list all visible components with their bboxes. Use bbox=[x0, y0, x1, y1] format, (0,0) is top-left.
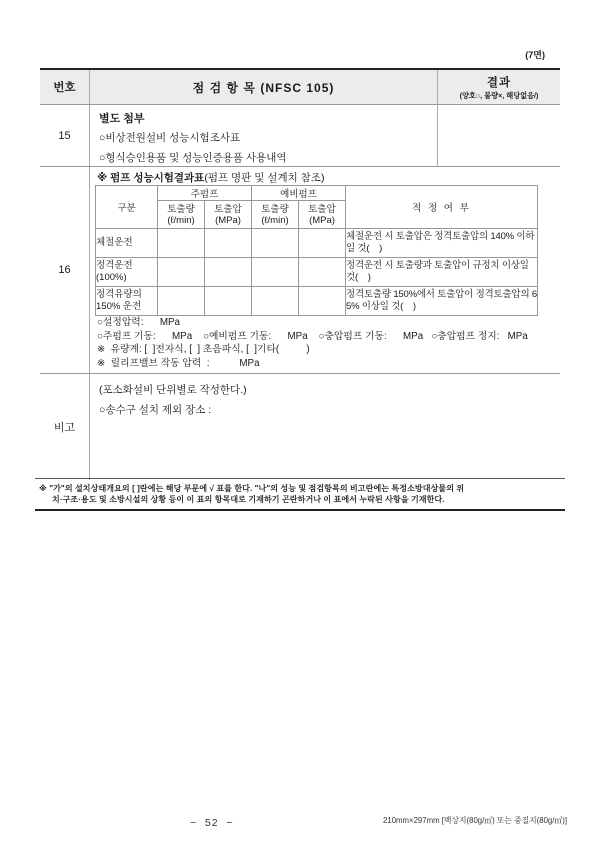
table-header-row bbox=[40, 70, 560, 105]
pump-value-cell bbox=[299, 229, 346, 258]
pump-notes bbox=[97, 316, 528, 370]
pump-col-press-reserve: 토출압 (MPa) bbox=[299, 201, 346, 229]
pump-data-row-rated bbox=[96, 258, 538, 287]
pump-value-cell bbox=[205, 229, 252, 258]
note-set-pressure: ○설정압력: MPa bbox=[97, 317, 180, 328]
pump-value-cell bbox=[205, 287, 252, 316]
pump-col-adequacy: 적 정 여 부 bbox=[346, 186, 538, 229]
header-result bbox=[437, 70, 560, 104]
pump-data-row-150 bbox=[96, 287, 538, 316]
header-result-legend: (양호○, 불량×, 해당없음/) bbox=[459, 90, 539, 100]
remarks-label: 비고 bbox=[40, 374, 90, 480]
pump-value-cell bbox=[158, 229, 205, 258]
pump-value-cell bbox=[158, 287, 205, 316]
note-relief-valve: ※ 릴리프밸브 작동 압력 : MPa bbox=[97, 357, 260, 369]
pump-col-flow-reserve: 토출량 (ℓ/min) bbox=[252, 201, 299, 229]
pump-col-group: 구분 bbox=[96, 186, 158, 229]
pump-value-cell bbox=[299, 258, 346, 287]
remarks-line: (포소화설비 단위별로 작성한다.) bbox=[99, 384, 247, 396]
table-row-remarks bbox=[40, 374, 560, 480]
footnote-line-1: ※ "가"의 설치상태개요의 [ ]란에는 해당 부문에 √ 표를 한다. "나"의 성능 및 점검항목의 비고란에는 특정소방대상물의 위 bbox=[39, 484, 465, 493]
remarks-content bbox=[90, 374, 560, 480]
footnote-block bbox=[35, 478, 565, 511]
pump-col-flow-main: 토출량 (ℓ/min) bbox=[158, 201, 205, 229]
pump-adequacy-text: 체절운전 시 토출압은 정격토출압의 140% 이하일 것( ) bbox=[346, 229, 538, 258]
corner-page-label: (7면) bbox=[525, 50, 545, 60]
row15-line: ○형식승인용품 및 성능인증용품 사용내역 bbox=[99, 152, 287, 164]
remarks-line: ○송수구 설치 제외 장소 : bbox=[99, 404, 212, 416]
pump-value-cell bbox=[252, 287, 299, 316]
row15-title: 별도 첨부 bbox=[99, 113, 145, 125]
pump-row-label: 정격운전 (100%) bbox=[96, 258, 158, 287]
pump-row-label: 정격유량의 150% 운전 bbox=[96, 287, 158, 316]
pump-table-title-main: ※ 펌프 성능시험결과표 bbox=[97, 172, 205, 184]
paper-spec: 210mm×297mm [백상지(80g/㎡) 또는 중질지(80g/㎡)] bbox=[383, 816, 567, 825]
page-number: − 52 − bbox=[190, 817, 234, 829]
pump-col-press-main: 토출압 (MPa) bbox=[205, 201, 252, 229]
row15-result-cell bbox=[437, 105, 560, 166]
header-items: 점 검 항 목 (NFSC 105) bbox=[192, 80, 335, 95]
row16-number: 16 bbox=[40, 167, 90, 373]
pump-table-title-suffix: (펌프 명판 및 설계치 참조) bbox=[204, 172, 325, 184]
row15-line: ○비상전원설비 성능시험조사표 bbox=[99, 132, 241, 144]
row15-content bbox=[90, 105, 437, 166]
pump-data-row-shutoff bbox=[96, 229, 538, 258]
pump-col-reserve: 예비펌프 bbox=[252, 186, 346, 201]
pump-value-cell bbox=[158, 258, 205, 287]
pump-value-cell bbox=[299, 287, 346, 316]
footnote-line-2: 치·구조·용도 및 소방시설의 상황 등이 이 표의 항목대로 기재하기 곤란하거나 이 표에서 누락된 사항을 기재한다. bbox=[52, 495, 445, 504]
row15-number: 15 bbox=[40, 105, 90, 166]
pump-table-title bbox=[97, 170, 324, 185]
pump-adequacy-text: 정격운전 시 토출량과 토출압이 규정치 이상일 것( ) bbox=[346, 258, 538, 287]
pump-value-cell bbox=[252, 229, 299, 258]
pump-value-cell bbox=[205, 258, 252, 287]
table-row-16 bbox=[40, 167, 560, 374]
inspection-table bbox=[40, 68, 560, 480]
header-result-label: 결과 bbox=[486, 76, 512, 89]
pump-adequacy-text: 정격토출량 150%에서 토출압이 정격토출압의 65% 이상일 것( ) bbox=[346, 287, 538, 316]
header-no: 번호 bbox=[40, 70, 90, 104]
row16-content bbox=[90, 167, 560, 373]
table-row-15 bbox=[40, 105, 560, 167]
note-pump-start-pressures: ○주펌프 기동: MPa ○예비펌프 기동: MPa ○충압펌프 기동: MPa ○충압펌프 정지: MPa bbox=[97, 330, 528, 342]
pump-header-row-1 bbox=[96, 186, 538, 201]
pump-performance-table bbox=[95, 185, 538, 316]
note-flowmeter-type: ※ 유량계: [ ]전자식, [ ] 초음파식, [ ]기타( ) bbox=[97, 344, 310, 355]
pump-col-main: 주펌프 bbox=[158, 186, 252, 201]
pump-row-label: 체절운전 bbox=[96, 229, 158, 258]
pump-value-cell bbox=[252, 258, 299, 287]
